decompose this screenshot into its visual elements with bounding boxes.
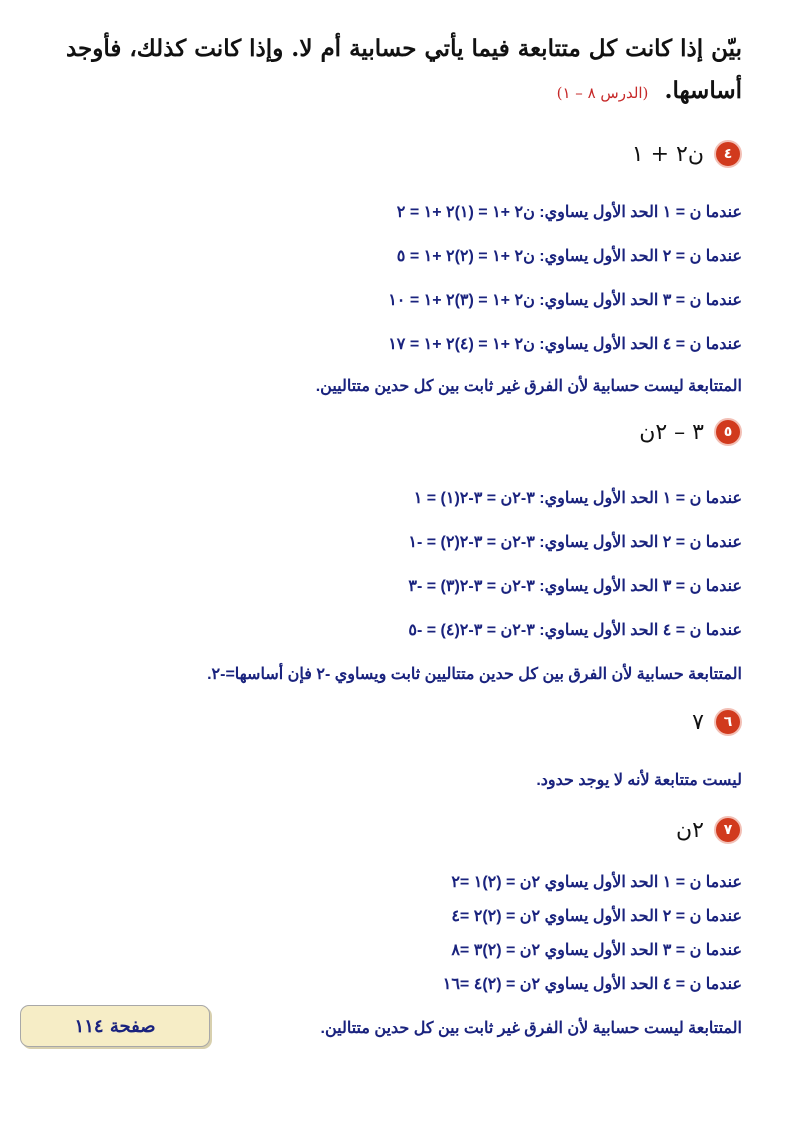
lesson-reference: (الدرس ٨ – ١) [556, 84, 649, 102]
solution-line: عندما ن = ٣ الحد الأول يساوي ٢ن = (٢)٣ =٨ [451, 942, 742, 959]
problem-5-header [639, 416, 742, 448]
solution-line: عندما ن = ٤ الحد الأول يساوي: ن٢ +١ = (٤)٢ +١ = ١٧ [388, 336, 742, 353]
instructions [22, 28, 742, 114]
solution-line: عندما ن = ١ الحد الأول يساوي ٢ن = (٢)١ =٢ [451, 874, 742, 891]
conclusion-line: ليست متتابعة لأنه لا يوجد حدود. [536, 772, 742, 789]
solution-line: عندما ن = ٣ الحد الأول يساوي: ن٢ +١ = (٣)٢ +١ = ١٠ [388, 292, 742, 309]
solution-line: عندما ن = ٤ الحد الأول يساوي ٢ن = (٢)٤ =١٦ [442, 976, 742, 993]
problem-number-badge: ٥ [714, 418, 742, 446]
problem-7-header [676, 814, 742, 846]
instruction-text: بيّن إذا كانت كل متتابعة فيما يأتي حسابية أم لا. وإذا كانت كذلك، فأوجد أساسها. [65, 35, 742, 104]
solution-line: عندما ن = ٣ الحد الأول يساوي: ٣-٢ن = ٣-٢(٣) = -٣ [408, 578, 742, 595]
page-number-badge: صفحة ١١٤ [20, 1005, 210, 1047]
conclusion-line: المتتابعة حسابية لأن الفرق بين كل حدين متتاليين ثابت ويساوي -٢ فإن أساسها=-٢. [207, 666, 742, 683]
problem-4-header [632, 138, 742, 170]
problem-number-badge: ٤ [714, 140, 742, 168]
conclusion-line: المتتابعة ليست حسابية لأن الفرق غير ثابت بين كل حدين متتاليين. [315, 378, 742, 395]
solution-line: عندما ن = ٢ الحد الأول يساوي ٢ن = (٢)٢ =٤ [451, 908, 742, 925]
solution-line: عندما ن = ٤ الحد الأول يساوي: ٣-٢ن = ٣-٢(٤) = -٥ [408, 622, 742, 639]
problem-expression: ٣ – ٢ن [639, 419, 704, 445]
solution-line: عندما ن = ١ الحد الأول يساوي: ٣-٢ن = ٣-٢(١) = ١ [413, 490, 742, 507]
solution-line: عندما ن = ١ الحد الأول يساوي: ن٢ +١ = (١)٢ +١ = ٢ [396, 204, 742, 221]
conclusion-line: المتتابعة ليست حسابية لأن الفرق غير ثابت بين كل حدين متتالين. [320, 1020, 742, 1037]
solution-line: عندما ن = ٢ الحد الأول يساوي: ٣-٢ن = ٣-٢(٢) = -١ [408, 534, 742, 551]
solution-line: عندما ن = ٢ الحد الأول يساوي: ن٢ +١ = (٢)٢ +١ = ٥ [396, 248, 742, 265]
problem-number-badge: ٦ [714, 708, 742, 736]
problem-expression: ن٢ + ١ [631, 141, 704, 167]
problem-number-badge: ٧ [714, 816, 742, 844]
problem-expression: ٧ [692, 709, 704, 735]
problem-expression: ٢ن [676, 817, 704, 843]
problem-6-header [692, 706, 742, 738]
